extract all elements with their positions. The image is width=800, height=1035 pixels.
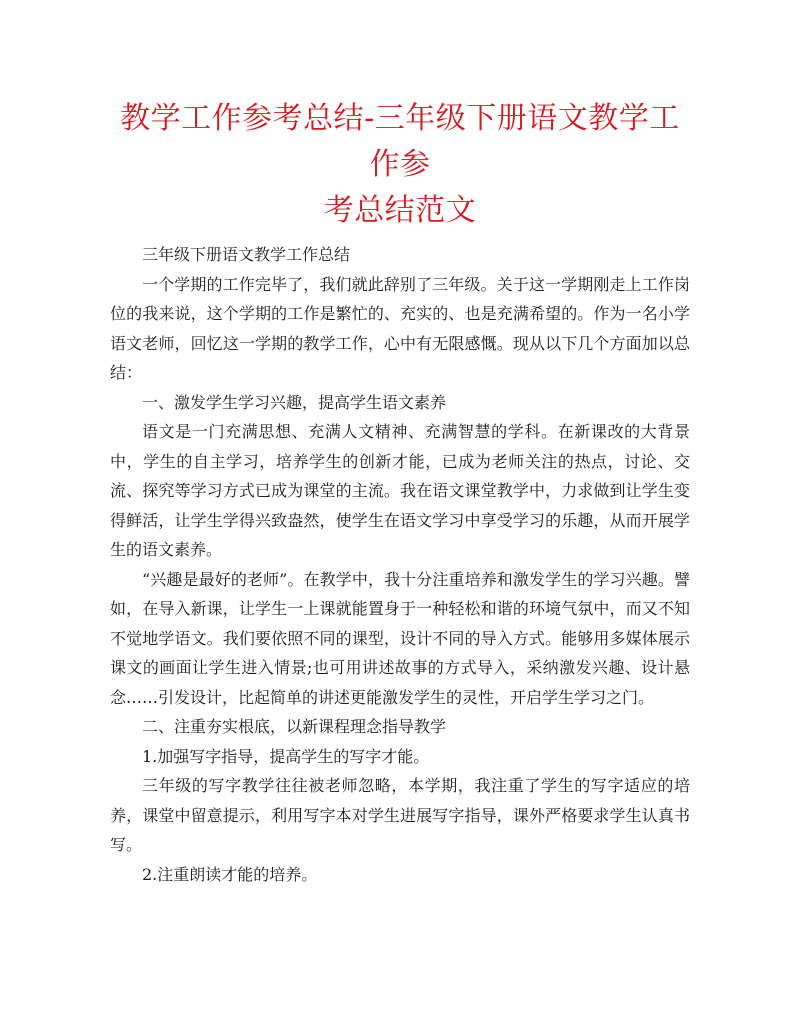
body-paragraph: “兴趣是最好的老师”。在教学中，我十分注重培养和激发学生的学习兴趣。譬如，在导入新课，让学生一上课就能置身于一种轻松和谐的环境气氛中，而又不知不觉地学语文。我们要依照不同的课型，设计不同的导入方式。能够用多媒体展示课文的画面让学生进入情景;也可用讲述故事的方式导入，采纳激发兴趣、设计悬念……引发设计，比起简单的讲述更能激发学生的灵性，开启学生学习之门。 xyxy=(110,569,690,707)
title-line-2: 考总结范文 xyxy=(323,193,477,228)
body-paragraph: 语文是一门充满思想、充满人文精神、充满智慧的学科。在新课改的大背景中，学生的自主学习，培养学生的创新才能，已成为老师关注的热点，讨论、交流、探究等学习方式已成为课堂的主流。我在语文课堂教学中，力求做到让学生变得鲜活，让学生学得兴致盎然，使学生在语文学习中享受学习的乐趣，从而开展学生的语文素养。 xyxy=(110,422,690,559)
body-paragraph: 三年级的写字教学往往被老师忽略，本学期，我注重了学生的写字适应的培养，课堂中留意提示，利用写字本对学生进展写字指导，课外严格要求学生认真书写。 xyxy=(110,776,690,854)
subheading-2: 2.注重朗读才能的培养。 xyxy=(142,864,318,884)
document-page xyxy=(110,96,690,889)
section-heading-1: 一、激发学生学习兴趣，提高学生语文素养 xyxy=(142,392,447,412)
subheading-1: 1.加强写字指导，提高学生的写字才能。 xyxy=(142,746,430,766)
subtitle-paragraph: 三年级下册语文教学工作总结 xyxy=(142,245,351,264)
intro-paragraph: 一个学期的工作完毕了，我们就此辞别了三年级。关于这一学期刚走上工作岗位的我来说，这个学期的工作是繁忙的、充实的、也是充满希望的。作为一名小学语文老师，回忆这一学期的教学工作，心中有无限感慨。现从以下几个方面加以总结： xyxy=(110,274,690,382)
section-heading-2: 二、注重夯实根底，以新课程理念指导教学 xyxy=(142,717,447,736)
document-body xyxy=(110,240,690,889)
document-title xyxy=(110,96,690,234)
title-line-1: 教学工作参考总结-三年级下册语文教学工作参 xyxy=(120,101,680,182)
